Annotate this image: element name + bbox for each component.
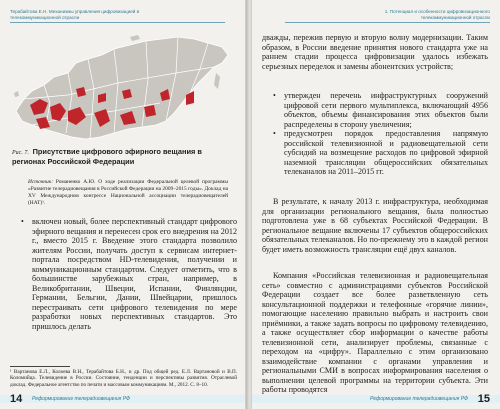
bullet-text: утвержден перечень инфраструктурных сооружений цифровой сети первого мультиплекса, включающий 4956 объектов, объемы финансирования этих объектов были распределены в сторону увеличения; — [284, 91, 488, 129]
map-island — [214, 73, 220, 89]
paragraph: В результате, к началу 2013 г. инфраструктура, необходимая для организации регионального вещания, была полностью подготовлена уже в 68 субъектах Российской Федерации. В региональное вещание включены 17 субъектов общероссийских обязательных телеканалов. Но по-прежнему это в каждой регион будет иметь возможность трансляции ещё двух каналов. — [262, 197, 488, 254]
bullet-text: предусмотрен порядок предоставления напрямую российской телевизионной и радиовещательной сети субсидий на возмещение расходов по цифровой эфирной наземной трансляции общероссийских обязательных телеканалов на 2011–2015 гг. — [284, 129, 488, 176]
page-number: 15 — [477, 393, 490, 405]
bullet-item — [10, 217, 237, 331]
map-island — [130, 35, 140, 41]
figure-number: Рис. 7. — [12, 150, 29, 156]
footnote: ¹ Вартанова Е.Л., Колоева В.Н., Терабайтова Б.Н., и др. Под общей ред. Е.Л. Вартановой и В.П. Коломийца. Телевидение в России. Состояние, тенденции и перспективы развития. Отраслевой доклад. Федеральное агентство по печати и массовым коммуникациям. М., 2012. С. 8–10. — [10, 369, 237, 388]
paragraph: Компания «Российская телевизионная и радиовещательная сеть» совместно с администрациями субъектов Российской Федерации создает все более разветвленную сеть консультационной поддержки и телефонные «горячие линии», помогающие населению правильно выбрать и настроить свои приёмники, а также задать вопросы по цифровому телевидению, а также осуществляет сбор информации о качестве работы телевизионной сети, анализирует проблемы, связанные с переходом на «цифру». Параллельно с этим организовано взаимодействие компании с органами управления и региональными СМИ в вопросах информирования населения о выполнении целевой программы на территории субъекта. Эти работы проводятся — [262, 271, 488, 394]
figure-source — [28, 179, 228, 207]
left-body-text — [10, 217, 237, 331]
right-page-footer — [252, 391, 500, 409]
running-head-right: 1. Потенциал и особенности цифровизационного телекоммуникационной отрасли — [285, 9, 490, 23]
running-head-left: Терабайтова Е.Н. Механизмы управления цифровизацией в телекоммуникационной отрасли — [10, 9, 225, 23]
map-island — [14, 91, 19, 97]
right-top-text: дважды, пережив первую и вторую волну модернизации. Таким образом, в России введение принятия нового стандарта уже на раннем стадии процесса цифровизации удалось избежать серьезных переделок и замены абонентских устройств; — [262, 33, 488, 71]
figure-caption — [12, 148, 237, 166]
footer-title: Реформирование телерадиовещания РФ — [32, 396, 130, 402]
bullet-dot-icon: • — [21, 217, 24, 226]
bullet-dot-icon: • — [273, 91, 276, 100]
bullet-item — [262, 91, 488, 129]
right-bullet-list — [262, 91, 488, 177]
left-page — [0, 0, 246, 409]
left-page-footer — [0, 391, 245, 409]
bullet-dot-icon: • — [273, 129, 276, 138]
source-text: Романенко А.Ю. О ходе реализации Федеральной целевой программы «Развитие телерадиовещания в Российской Федерации на 2009–2015 годы». Доклад на XV Международном конгрессе Национальной ассоциации телерадиовещателей (НАТ)¹. — [28, 179, 228, 206]
right-page — [252, 0, 500, 409]
bullet-text: включен новый, более перспективный стандарт цифрового эфирного вещания и перенесен срок его внедрения на 2012 г., вместо 2015 г. Введение этого стандарта позволило жителям России, получать доступ к сервисам интернет-портала посредством HD-телевидения, получении и коммуникационным стандартом. Следует отметить, что в большинстве зарубежных стран, например, в Великобритании, Швеции, Испании, Финляндии, Германии, Бельгии, Дании, Швейцарии, пришлось перестраивать сети цифрового телевидения по мере разработки новых перспективных стандартов. Это пришлось делать — [32, 217, 237, 331]
footnote-rule — [10, 366, 70, 367]
source-lead: Источник: — [28, 179, 53, 185]
page-number: 14 — [10, 393, 23, 405]
bullet-item — [262, 129, 488, 177]
footer-title: Реформирование телерадиовещания РФ — [370, 396, 468, 402]
figure-caption-text: Присутствие цифрового эфирного вещания в регионах Российской Федерации — [12, 147, 202, 166]
russia-regions-map — [10, 33, 232, 145]
